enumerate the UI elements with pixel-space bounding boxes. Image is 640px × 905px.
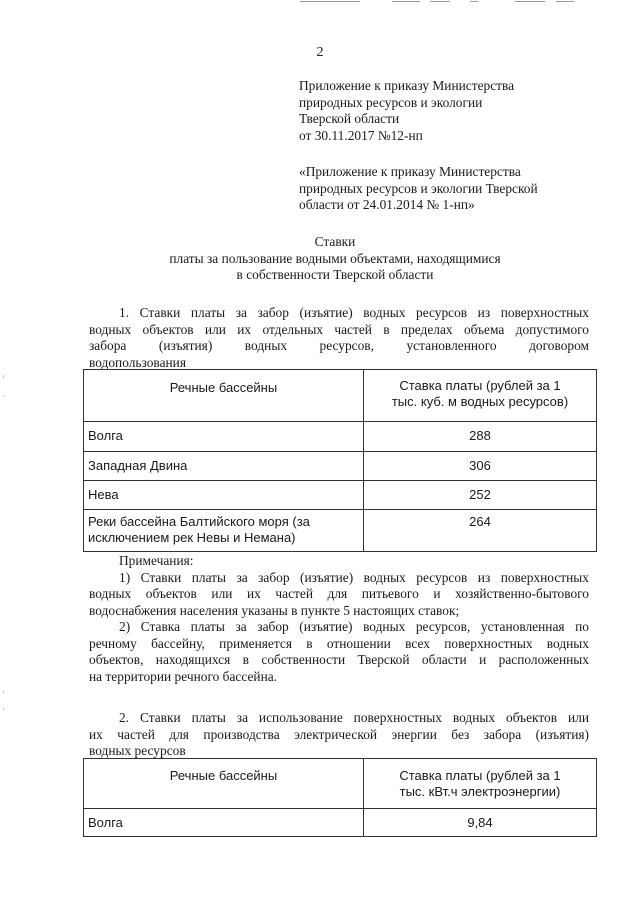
table-row [84, 510, 597, 552]
rate-cell: 9,84 [364, 809, 597, 837]
note-line: водных объектов или их частей для питьевого и хозяйственно-бытового [89, 586, 589, 601]
section-1-line: забора (изъятия) водных ресурсов, установленного договором [89, 338, 589, 353]
title-line: Ставки [314, 234, 356, 249]
rate-cell: 288 [364, 422, 597, 452]
page-number: 2 [316, 45, 324, 60]
basin-cell: Нева [84, 481, 364, 510]
scan-mark [3, 375, 4, 378]
order-header [299, 78, 599, 144]
rates-table-2 [83, 758, 597, 837]
quote-line: «Приложение к приказу Министерства [299, 164, 521, 179]
section-1-line: 1. Ставки платы за забор (изъятие) водных ресурсов из поверхностных [119, 305, 589, 320]
note-line: водоснабжения населения указаны в пункте 5 настоящих ставок; [89, 602, 460, 618]
column-header-rate: Ставка платы (рублей за 1 тыс. куб. м водных ресурсов) [364, 370, 597, 422]
section-1-line: водных объектов или их отдельных частей в пределах объема допустимого [89, 321, 589, 337]
scan-mark [3, 708, 4, 710]
note-line: объектов, находящихся в собственности Тверской области и расположенных [89, 652, 589, 667]
note-line: 1) Ставки платы за забор (изъятие) водных ресурсов из поверхностных [119, 569, 589, 585]
title-line: платы за пользование водными объектами, находящимися [169, 250, 501, 266]
scan-mark [3, 690, 4, 693]
section-2-line: 2. Ставки платы за использование поверхностных водных объектов или [119, 710, 589, 725]
section-2-line: их частей для производства электрической энергии без забора (изъятия) [89, 726, 589, 742]
column-header-basins: Речные бассейны [84, 370, 364, 422]
table-row [84, 422, 597, 452]
notes-heading: Примечания: [119, 553, 194, 568]
table-header-row [84, 759, 597, 809]
note-line: 2) Ставка платы за забор (изъятие) водных ресурсов, установленная по [119, 619, 589, 634]
rate-cell: 252 [364, 481, 597, 510]
note-line: на территории речного бассейна. [89, 668, 278, 684]
table-header-row [84, 370, 597, 422]
column-header-basins: Речные бассейны [84, 759, 364, 809]
note-line: речному бассейну, применяется в отношении всех поверхностных водных [89, 635, 589, 651]
section-1-text [89, 305, 589, 371]
section-2-text [89, 710, 589, 760]
rates-table-1 [83, 369, 597, 552]
basin-cell: Волга [84, 809, 364, 837]
quote-line: области от 24.01.2014 № 1-нп» [299, 197, 475, 212]
header-line: Тверской области [299, 111, 400, 126]
header-line: Приложение к приказу Министерства [299, 78, 515, 93]
basin-cell: Западная Двина [84, 452, 364, 481]
section-1-line: водопользования [89, 354, 187, 370]
table-row [84, 809, 597, 837]
column-header-rate: Ставка платы (рублей за 1 тыс. кВт.ч электроэнергии) [364, 759, 597, 809]
title-line: в собственности Тверской области [236, 267, 434, 282]
notes [89, 553, 589, 685]
quoted-appendix [299, 164, 599, 214]
header-line: природных ресурсов и экологии [299, 94, 483, 110]
quote-line: природных ресурсов и экологии Тверской [299, 180, 538, 196]
header-line: от 30.11.2017 №12-нп [299, 127, 423, 143]
table-row [84, 481, 597, 510]
table-row [84, 452, 597, 481]
scan-edge [0, 0, 640, 3]
rate-cell: 306 [364, 452, 597, 481]
rate-cell: 264 [364, 510, 597, 552]
document-title [100, 234, 570, 284]
basin-cell: Волга [84, 422, 364, 452]
scan-mark [3, 395, 4, 397]
basin-cell: Реки бассейна Балтийского моря (за исключением рек Невы и Немана) [84, 510, 364, 552]
section-2-line: водных ресурсов [89, 743, 186, 758]
